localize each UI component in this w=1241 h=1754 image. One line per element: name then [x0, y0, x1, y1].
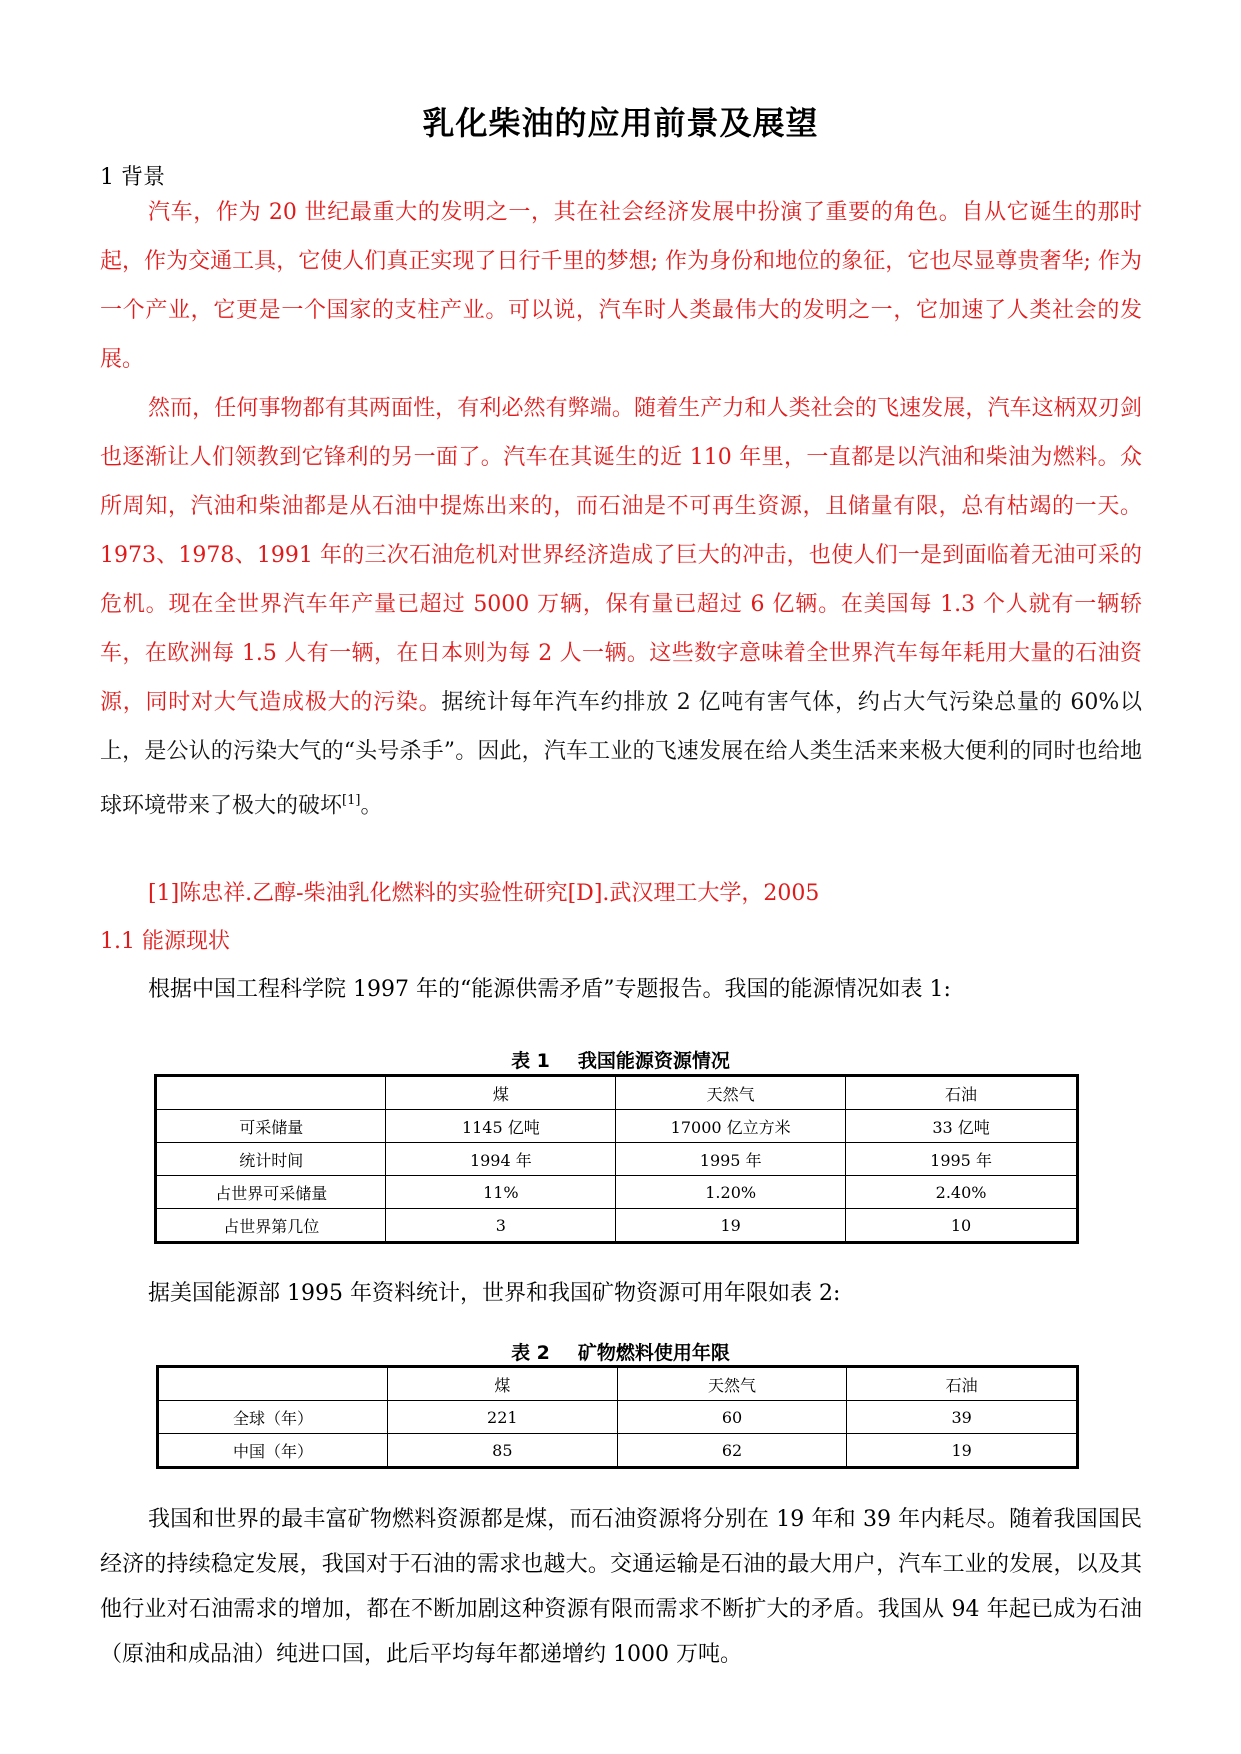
- table-header-cell: 石油: [847, 1367, 1078, 1401]
- table-cell: 221: [387, 1401, 617, 1434]
- paragraph-petroleum-demand: 我国和世界的最丰富矿物燃料资源都是煤，而石油资源将分别在 19 年和 39 年内耗尽。随着我国国民经济的持续稳定发展，我国对于石油的需求也越大。交通运输是石油的最大用户，汽车工业的发展，以及其他行业对石油需求的增加，都在不断加剧这种资源有限而需求不断扩大的矛盾。我国从 94 年起已成为石油（原油和成品油）纯进口国，此后平均每年都递增约 1000 万吨。: [100, 1507, 1142, 1667]
- table-header-row: [158, 1367, 1078, 1401]
- paragraph-table2-intro: 据美国能源部 1995 年资料统计，世界和我国矿物资源可用年限如表 2:: [148, 1281, 841, 1306]
- table-energy-resources: [154, 1074, 1079, 1244]
- table-cell: 60: [617, 1401, 847, 1434]
- table1-caption-number: 表 1: [511, 1050, 550, 1072]
- table-cell: 2.40%: [846, 1176, 1078, 1209]
- table-cell: 1.20%: [616, 1176, 846, 1209]
- table-row: [156, 1209, 1078, 1243]
- table-row: [156, 1176, 1078, 1209]
- paragraph-red-text: 然而，任何事物都有其两面性，有利必然有弊端。随着生产力和人类社会的飞速发展，汽车这柄双刃剑也逐渐让人们领教到它锋利的另一面了。汽车在其诞生的近 110 年里，一直都是以汽油和柴油为燃料。众所周知，汽油和柴油都是从石油中提炼出来的，而石油是不可再生资源，且储量有限，总有枯竭的一天。1973、1978、1991 年的三次石油危机对世界经济造成了巨大的冲击，也使人们一是到面临着无油可采的危机。现在全世界汽车年产量已超过 5000 万辆，保有量已超过 6 亿辆。在美国每 1.3 个人就有一辆轿车，在欧洲每 1.5 人有一辆，在日本则为每 2 人一辆。这些数字意味着全世界汽车每年耗用大量的石油资源，同时对大气造成极大的污染。: [100, 396, 1142, 715]
- section-heading-energy-status: 1.1 能源现状: [100, 929, 230, 954]
- table-header-cell: 煤: [387, 1367, 617, 1401]
- table-header-cell: 天然气: [616, 1076, 846, 1110]
- table-cell: 中国（年）: [158, 1434, 388, 1468]
- table-cell: 17000 亿立方米: [616, 1110, 846, 1143]
- table-header-cell: [158, 1367, 388, 1401]
- table-cell: 占世界可采储量: [156, 1176, 386, 1209]
- table2-caption: [0, 1338, 1241, 1365]
- paragraph-automobile-intro: 汽车，作为 20 世纪最重大的发明之一，其在社会经济发展中扮演了重要的角色。自从它诞生的那时起，作为交通工具，它使人们真正实现了日行千里的梦想; 作为身份和地位的象征，它也尽显尊贵奢华; 作为一个产业，它更是一个国家的支柱产业。可以说，汽车时人类最伟大的发明之一，它加速了人类社会的发展。: [100, 200, 1142, 372]
- table-cell: 1995 年: [616, 1143, 846, 1176]
- table-header-cell: [156, 1076, 386, 1110]
- table-cell: 1994 年: [386, 1143, 616, 1176]
- table-cell: 19: [616, 1209, 846, 1243]
- table-header-cell: 天然气: [617, 1367, 847, 1401]
- table-header-cell: 石油: [846, 1076, 1078, 1110]
- table-cell: 全球（年）: [158, 1401, 388, 1434]
- table-row: [156, 1143, 1078, 1176]
- table-cell: 1995 年: [846, 1143, 1078, 1176]
- reference-entry: [1]陈忠祥.乙醇-柴油乳化燃料的实验性研究[D].武汉理工大学，2005: [148, 881, 820, 906]
- table-fuel-lifetime: [156, 1365, 1079, 1469]
- paragraph-end-mark: 。: [360, 793, 383, 819]
- table-row: [158, 1434, 1078, 1468]
- section-heading-background: 1 背景: [100, 165, 165, 190]
- paragraph-table1-intro: 根据中国工程科学院 1997 年的“能源供需矛盾”专题报告。我国的能源情况如表 1:: [148, 977, 951, 1002]
- paragraph-automobile-impact: [100, 384, 1142, 830]
- table-header-cell: 煤: [386, 1076, 616, 1110]
- table-cell: 19: [847, 1434, 1078, 1468]
- table-cell: 3: [386, 1209, 616, 1243]
- table-cell: 85: [387, 1434, 617, 1468]
- table-header-row: [156, 1076, 1078, 1110]
- table1-caption: [0, 1046, 1241, 1073]
- table-cell: 11%: [386, 1176, 616, 1209]
- table-cell: 10: [846, 1209, 1078, 1243]
- table-cell: 占世界第几位: [156, 1209, 386, 1243]
- table-row: [158, 1401, 1078, 1434]
- document-title: 乳化柴油的应用前景及展望: [422, 104, 819, 142]
- table-cell: 62: [617, 1434, 847, 1468]
- table-cell: 1145 亿吨: [386, 1110, 616, 1143]
- table2-caption-number: 表 2: [511, 1342, 550, 1364]
- table2-caption-title: 矿物燃料使用年限: [577, 1342, 730, 1364]
- citation-mark: [1]: [342, 793, 361, 808]
- table1-caption-title: 我国能源资源情况: [577, 1050, 730, 1072]
- table-cell: 33 亿吨: [846, 1110, 1078, 1143]
- table-row: [156, 1110, 1078, 1143]
- table-cell: 统计时间: [156, 1143, 386, 1176]
- paragraph-black-text: 据统计每年汽车约排放 2 亿吨有害气体，约占大气污染总量的 60%以上，是公认的污染大气的“头号杀手”。因此，汽车工业的飞速发展在给人类生活来来极大便利的同时也给地球环境带来了极大的破坏: [100, 690, 1142, 819]
- table-cell: 可采储量: [156, 1110, 386, 1143]
- table-cell: 39: [847, 1401, 1078, 1434]
